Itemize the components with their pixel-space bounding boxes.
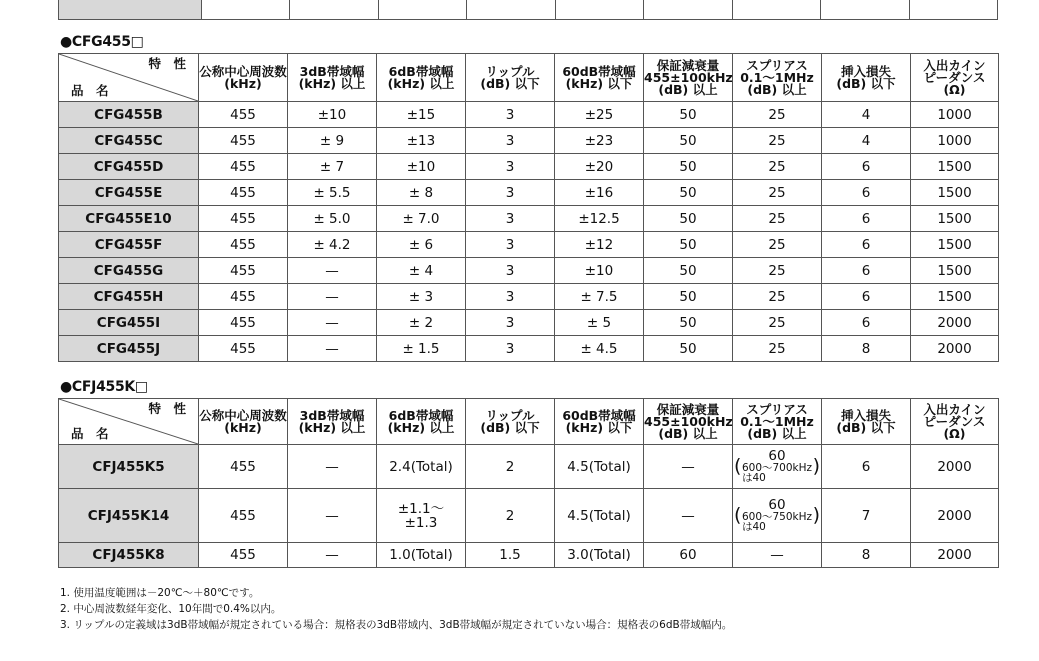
- section-title-cfj455k: ●CFJ455K□: [60, 379, 148, 395]
- table-row: [59, 489, 999, 543]
- value-cell: 50: [644, 336, 733, 362]
- value-cell: 2000: [911, 336, 999, 362]
- column-header: 挿入損失 (dB) 以下: [822, 399, 911, 445]
- section-title-cfg455: ●CFG455□: [60, 34, 144, 50]
- table-row: [59, 445, 999, 489]
- value-cell: 1500: [911, 154, 999, 180]
- column-header: 6dB帯域幅 (kHz) 以上: [377, 54, 466, 102]
- value-cell: 6: [822, 258, 911, 284]
- value-cell: 3: [466, 154, 555, 180]
- value-cell: 6: [822, 310, 911, 336]
- value-cell: 455: [199, 206, 288, 232]
- value-cell: 50: [644, 206, 733, 232]
- column-header: スプリアス 0.1〜1MHz (dB) 以上: [733, 399, 822, 445]
- value-cell: ±16: [555, 180, 644, 206]
- header-corner-cell: [59, 54, 199, 102]
- header-corner-product: 品 名: [71, 83, 109, 98]
- table-row: [59, 154, 999, 180]
- value-cell: 6: [822, 232, 911, 258]
- column-header: 公称中心周波数 (kHz): [199, 54, 288, 102]
- value-cell: 6: [822, 154, 911, 180]
- value-cell: 455: [199, 310, 288, 336]
- value-cell: 1500: [911, 284, 999, 310]
- value-cell: 455: [199, 180, 288, 206]
- value-cell: ±23: [555, 128, 644, 154]
- value-cell: 455: [199, 336, 288, 362]
- value-cell: —: [733, 543, 822, 568]
- value-cell: 1.5: [466, 543, 555, 568]
- value-cell: ± 4.5: [555, 336, 644, 362]
- value-cell: 25: [733, 232, 822, 258]
- product-name-cell: CFG455F: [59, 232, 199, 258]
- value-cell: 3: [466, 258, 555, 284]
- product-name-cell: CFJ455K5: [59, 445, 199, 489]
- value-cell: —: [288, 284, 377, 310]
- value-cell: ± 5: [555, 310, 644, 336]
- product-name-cell: CFG455B: [59, 102, 199, 128]
- value-cell: 25: [733, 102, 822, 128]
- value-cell: ±1.1〜 ±1.3: [377, 489, 466, 543]
- value-cell: ± 9: [288, 128, 377, 154]
- value-cell: ± 5.5: [288, 180, 377, 206]
- value-cell: ± 4: [377, 258, 466, 284]
- product-name-cell: CFG455E10: [59, 206, 199, 232]
- column-header: 60dB帯域幅 (kHz) 以下: [555, 54, 644, 102]
- value-cell: —: [288, 543, 377, 568]
- value-cell: 455: [199, 258, 288, 284]
- value-cell: ±10: [555, 258, 644, 284]
- value-cell: 4: [822, 102, 911, 128]
- spurious-note: ( 600〜750kHz は40 ): [735, 512, 819, 532]
- value-cell: —: [644, 445, 733, 489]
- value-cell: 3: [466, 336, 555, 362]
- table-row: [59, 543, 999, 568]
- column-header: 公称中心周波数 (kHz): [199, 399, 288, 445]
- header-corner-product: 品 名: [71, 426, 109, 441]
- value-cell: ±25: [555, 102, 644, 128]
- column-header: 3dB帯域幅 (kHz) 以上: [288, 54, 377, 102]
- column-header: 保証減衰量 455±100kHz (dB) 以上: [644, 399, 733, 445]
- value-cell: 50: [644, 284, 733, 310]
- column-header: 挿入損失 (dB) 以下: [822, 54, 911, 102]
- footnotes: [60, 585, 732, 633]
- value-cell: ±12.5: [555, 206, 644, 232]
- value-cell: ±10: [377, 154, 466, 180]
- table-row: [59, 284, 999, 310]
- product-name-cell: CFG455D: [59, 154, 199, 180]
- value-cell: 455: [199, 232, 288, 258]
- value-cell: 25: [733, 310, 822, 336]
- value-cell: ±15: [377, 102, 466, 128]
- spec-table-cfg455: [58, 53, 999, 362]
- product-name-cell: CFG455G: [59, 258, 199, 284]
- value-cell: 25: [733, 258, 822, 284]
- header-row: [59, 54, 999, 102]
- value-cell: 1000: [911, 102, 999, 128]
- value-cell: 3: [466, 128, 555, 154]
- value-cell: 455: [199, 489, 288, 543]
- value-cell: 3: [466, 232, 555, 258]
- value-cell: ± 2: [377, 310, 466, 336]
- spurious-value: 60: [768, 497, 786, 513]
- product-name-cell: CFG455H: [59, 284, 199, 310]
- value-cell: ± 1.5: [377, 336, 466, 362]
- header-corner-property: 特 性: [148, 401, 186, 416]
- value-cell: 455: [199, 543, 288, 568]
- value-cell: 6: [822, 180, 911, 206]
- value-cell: 4.5(Total): [555, 489, 644, 543]
- value-cell: 50: [644, 102, 733, 128]
- table-row: [59, 128, 999, 154]
- spec-table-cfj455k: [58, 398, 999, 568]
- value-cell: 50: [644, 232, 733, 258]
- value-cell: 25: [733, 154, 822, 180]
- value-cell: 8: [822, 336, 911, 362]
- value-cell: 1500: [911, 232, 999, 258]
- value-cell: 1500: [911, 180, 999, 206]
- header-corner-cell: [59, 399, 199, 445]
- header-row: [59, 399, 999, 445]
- value-cell: ± 7.0: [377, 206, 466, 232]
- spurious-cell: [733, 489, 822, 543]
- table-row: [59, 336, 999, 362]
- value-cell: ±13: [377, 128, 466, 154]
- column-header: 保証減衰量 455±100kHz (dB) 以上: [644, 54, 733, 102]
- column-header: 入出カイン ピーダンス (Ω): [911, 399, 999, 445]
- value-cell: 2000: [911, 489, 999, 543]
- value-cell: 60: [644, 543, 733, 568]
- table-row: [59, 206, 999, 232]
- value-cell: 3: [466, 284, 555, 310]
- value-cell: 3: [466, 310, 555, 336]
- value-cell: 25: [733, 128, 822, 154]
- value-cell: 7: [822, 489, 911, 543]
- column-header: リップル (dB) 以下: [466, 54, 555, 102]
- value-cell: 2.4(Total): [377, 445, 466, 489]
- value-cell: 8: [822, 543, 911, 568]
- value-cell: ± 4.2: [288, 232, 377, 258]
- value-cell: 3.0(Total): [555, 543, 644, 568]
- value-cell: 2: [466, 489, 555, 543]
- value-cell: 4: [822, 128, 911, 154]
- value-cell: ± 7.5: [555, 284, 644, 310]
- value-cell: ± 3: [377, 284, 466, 310]
- value-cell: 1500: [911, 258, 999, 284]
- value-cell: 6: [822, 284, 911, 310]
- table-row: [59, 310, 999, 336]
- product-name-cell: CFJ455K8: [59, 543, 199, 568]
- value-cell: 2000: [911, 543, 999, 568]
- value-cell: ±12: [555, 232, 644, 258]
- value-cell: 455: [199, 284, 288, 310]
- value-cell: —: [288, 445, 377, 489]
- value-cell: —: [288, 258, 377, 284]
- value-cell: 455: [199, 445, 288, 489]
- value-cell: 2000: [911, 310, 999, 336]
- value-cell: 4.5(Total): [555, 445, 644, 489]
- table-row: [59, 180, 999, 206]
- footnote: 1. 使用温度範囲は－20℃〜＋80℃です。: [60, 587, 260, 599]
- footnote: 2. 中心周波数経年変化、10年間で0.4%以内。: [60, 603, 282, 615]
- value-cell: 25: [733, 336, 822, 362]
- value-cell: —: [288, 336, 377, 362]
- value-cell: —: [644, 489, 733, 543]
- product-name-cell: CFG455I: [59, 310, 199, 336]
- value-cell: ±20: [555, 154, 644, 180]
- value-cell: 1.0(Total): [377, 543, 466, 568]
- value-cell: ± 7: [288, 154, 377, 180]
- value-cell: 50: [644, 128, 733, 154]
- product-name-cell: CFG455E: [59, 180, 199, 206]
- previous-table-strip: [58, 0, 998, 20]
- value-cell: 455: [199, 154, 288, 180]
- value-cell: 25: [733, 206, 822, 232]
- value-cell: ± 6: [377, 232, 466, 258]
- spurious-value: 60: [768, 448, 786, 464]
- value-cell: 1000: [911, 128, 999, 154]
- value-cell: 50: [644, 180, 733, 206]
- table-row: [59, 232, 999, 258]
- value-cell: ±10: [288, 102, 377, 128]
- value-cell: 455: [199, 102, 288, 128]
- value-cell: ± 5.0: [288, 206, 377, 232]
- column-header: 3dB帯域幅 (kHz) 以上: [288, 399, 377, 445]
- column-header: 60dB帯域幅 (kHz) 以下: [555, 399, 644, 445]
- header-corner-property: 特 性: [148, 56, 186, 71]
- value-cell: 3: [466, 180, 555, 206]
- value-cell: ± 8: [377, 180, 466, 206]
- table-row: [59, 258, 999, 284]
- table-row: [59, 102, 999, 128]
- column-header: 入出カイン ピーダンス (Ω): [911, 54, 999, 102]
- column-header: リップル (dB) 以下: [466, 399, 555, 445]
- value-cell: 2: [466, 445, 555, 489]
- value-cell: 3: [466, 102, 555, 128]
- spurious-cell: [733, 445, 822, 489]
- value-cell: —: [288, 489, 377, 543]
- value-cell: 50: [644, 258, 733, 284]
- value-cell: 25: [733, 284, 822, 310]
- value-cell: 6: [822, 206, 911, 232]
- value-cell: 6: [822, 445, 911, 489]
- column-header: 6dB帯域幅 (kHz) 以上: [377, 399, 466, 445]
- spurious-note: ( 600〜700kHz は40 ): [735, 463, 819, 483]
- product-name-cell: CFG455C: [59, 128, 199, 154]
- value-cell: —: [288, 310, 377, 336]
- value-cell: 3: [466, 206, 555, 232]
- column-header: スプリアス 0.1〜1MHz (dB) 以上: [733, 54, 822, 102]
- product-name-cell: CFG455J: [59, 336, 199, 362]
- value-cell: 455: [199, 128, 288, 154]
- footnote: 3. リップルの定義域は3dB帯域幅が規定されている場合：規格表の3dB帯域内、3dB帯域幅が規定されていない場合：規格表の6dB帯域幅内。: [60, 619, 733, 631]
- value-cell: 1500: [911, 206, 999, 232]
- value-cell: 50: [644, 310, 733, 336]
- value-cell: 25: [733, 180, 822, 206]
- value-cell: 50: [644, 154, 733, 180]
- product-name-cell: CFJ455K14: [59, 489, 199, 543]
- value-cell: 2000: [911, 445, 999, 489]
